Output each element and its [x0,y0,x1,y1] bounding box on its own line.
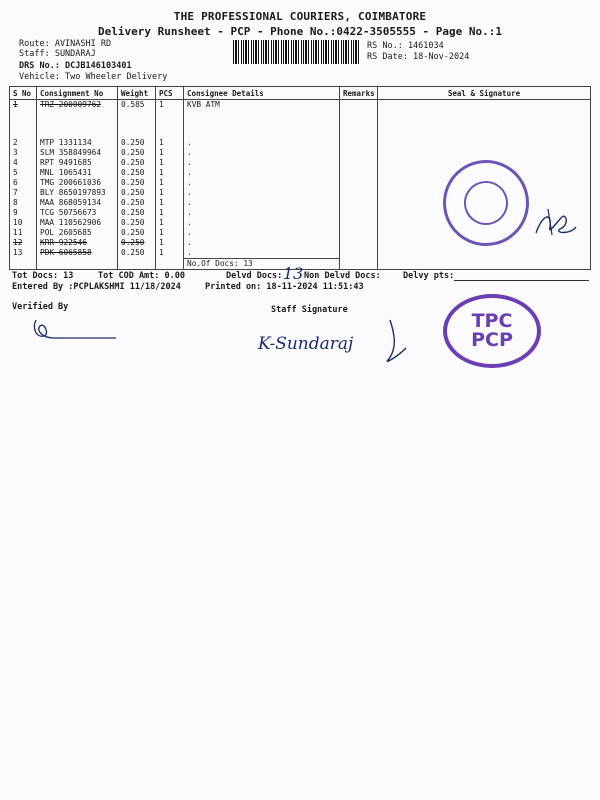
delivered-docs-label: Delvd Docs: [226,271,283,281]
weight-column [118,100,156,270]
consignee-cell: KVB ATM [187,100,220,109]
col-consignee: Consignee Details [184,87,340,100]
consignment-cell: TCG 50756673 [40,208,97,217]
consignment-cell: SLM 358849964 [40,148,102,157]
pcs-cell: 1 [159,158,164,167]
consignment-cell: TRZ 200009762 [40,100,102,109]
weight-cell: 0.250 [121,168,145,177]
consignment-cell: MTP 1331134 [40,138,92,147]
total-cod-amount: Tot COD Amt: 0.00 [98,271,185,281]
consignment-cell: BLY 8650197893 [40,188,106,197]
route-label: Route: AVINASHI RD [19,39,112,49]
weight-cell: 0.250 [121,158,145,167]
consignee-cell: . [187,248,192,257]
pcs-cell: 1 [159,138,164,147]
drs-number: DRS No.: DCJB146103401 [19,61,132,71]
pcs-cell: 1 [159,248,164,257]
pcs-cell: 1 [159,228,164,237]
consignment-cell: MAA 868059134 [40,198,102,207]
weight-cell: 0.250 [121,228,145,237]
weight-cell: 0.250 [121,188,145,197]
pcs-cell: 1 [159,100,164,109]
pcs-cell: 1 [159,178,164,187]
consignee-cell: . [187,238,192,247]
weight-cell: 0.250 [121,238,145,247]
staff-signature-flourish [380,318,410,364]
sno-cell: 3 [13,148,18,157]
staff-signature-label: Staff Signature [271,305,348,315]
verifier-signature [30,316,120,342]
tpc-stamp-line1: TPC [471,310,513,332]
col-remarks: Remarks [340,87,378,100]
runsheet-subtitle: Delivery Runsheet - PCP - Phone No.:0422-3505555 - Page No.:1 [98,25,502,38]
rs-number: RS No.: 1461034 [367,41,444,51]
col-pcs: PCS [156,87,184,100]
consignee-cell: . [187,198,192,207]
sno-cell: 6 [13,178,18,187]
sno-cell: 11 [13,228,23,237]
staff-signature-handwritten: K-Sundaraj [258,334,354,354]
consignee-cell: . [187,158,192,167]
consignment-cell: TMG 200661036 [40,178,102,187]
consignee-cell: . [187,168,192,177]
pcs-cell: 1 [159,188,164,197]
pcs-cell: 1 [159,238,164,247]
consignee-signature-scribble [530,205,580,241]
pcs-cell: 1 [159,198,164,207]
sno-cell: 12 [13,238,23,247]
sno-cell: 1 [13,100,18,109]
consignee-cell: . [187,138,192,147]
sno-cell: 5 [13,168,18,177]
pcs-cell: 1 [159,148,164,157]
consignment-column [37,100,118,270]
total-docs: Tot Docs: 13 [12,271,74,281]
weight-cell: 0.585 [121,100,145,109]
consignment-cell: MNL 1065431 [40,168,92,177]
sno-cell: 2 [13,138,18,147]
col-sno: S No [10,87,37,100]
company-title: THE PROFESSIONAL COURIERS, COIMBATORE [173,10,427,23]
no-of-docs: No.Of Docs: 13 [184,258,339,269]
tpc-stamp-line2: PCP [471,329,513,351]
col-consignment: Consignment No [37,87,118,100]
sno-cell: 13 [13,248,23,257]
consignment-cell: RPT 9491685 [40,158,92,167]
pcs-cell: 1 [159,168,164,177]
consignee-cell: . [187,228,192,237]
delivery-points-line [454,280,589,281]
staff-label: Staff: SUNDARAJ [19,49,96,59]
col-weight: Weight [118,87,156,100]
sno-cell: 4 [13,158,18,167]
sno-cell: 7 [13,188,18,197]
tpc-pcp-stamp [443,294,541,368]
vehicle-label: Vehicle: Two Wheeler Delivery [19,72,168,82]
printed-on: Printed on: 18-11-2024 11:51:43 [205,282,364,292]
consignment-cell: KRR 922546 [40,238,87,247]
pcs-cell: 1 [159,218,164,227]
weight-cell: 0.250 [121,148,145,157]
pcs-column [156,100,184,270]
delivery-points-label: Delvy pts: [403,271,455,281]
entered-by: Entered By :PCPLAKSHMI 11/18/2024 [12,282,181,292]
weight-cell: 0.250 [121,218,145,227]
rs-date: RS Date: 18-Nov-2024 [367,52,470,62]
consignee-cell: . [187,208,192,217]
sno-cell: 8 [13,198,18,207]
consignee-cell: . [187,178,192,187]
sno-cell: 9 [13,208,18,217]
delivered-docs-handwritten: 13 [283,264,304,283]
sno-column [10,100,37,270]
sno-cell: 10 [13,218,23,227]
consignee-cell: . [187,218,192,227]
weight-cell: 0.250 [121,208,145,217]
non-delivered-docs-label: Non Delvd Docs: [304,271,381,281]
bank-seal-inner [459,176,513,230]
consignment-cell: POL 2605685 [40,228,92,237]
weight-cell: 0.250 [121,248,145,257]
col-seal-signature: Seal & Signature [378,87,591,100]
barcode [233,40,361,64]
consignment-cell: PDK 6065858 [40,248,92,257]
consignee-column [184,100,340,270]
weight-cell: 0.250 [121,198,145,207]
verified-by-label: Verified By [12,302,69,312]
pcs-cell: 1 [159,208,164,217]
weight-cell: 0.250 [121,138,145,147]
remarks-column [340,100,378,270]
weight-cell: 0.250 [121,178,145,187]
table-header-row [10,87,591,100]
consignee-cell: . [187,188,192,197]
consignment-cell: MAA 110562906 [40,218,102,227]
consignee-cell: . [187,148,192,157]
